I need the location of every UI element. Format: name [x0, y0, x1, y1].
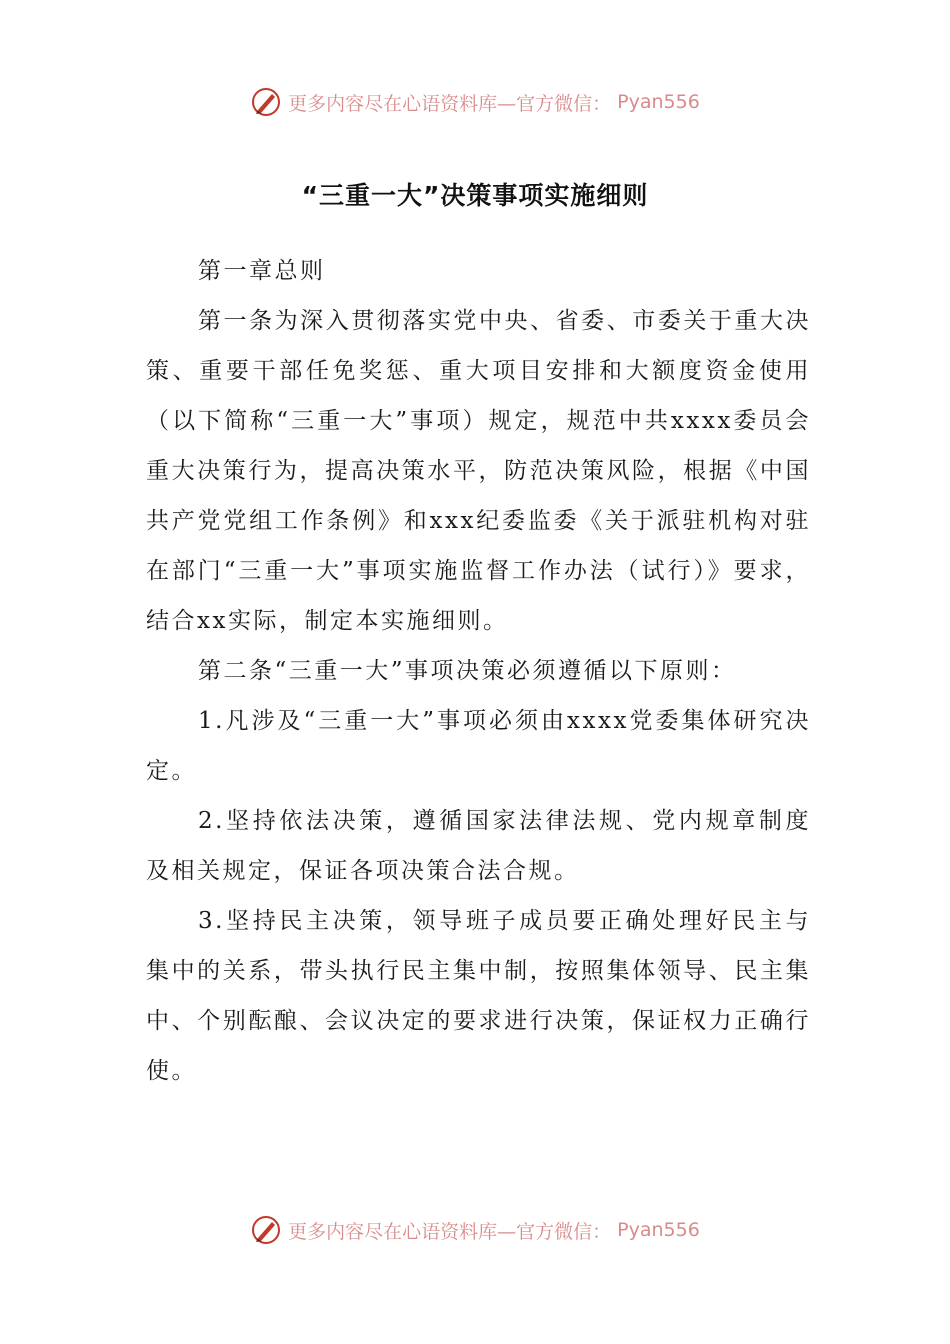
watermark-wechat-id: Pyan556: [617, 1219, 700, 1241]
document-body: [146, 246, 811, 1096]
watermark-brand-text: 更多内容尽在心语资料库—官方微信：: [288, 1220, 612, 1243]
principle-1-paragraph: 1.凡涉及“三重一大”事项必须由xxxx党委集体研究决定。: [146, 708, 811, 784]
chapter-heading: 第一章总则: [198, 258, 326, 284]
article-1-paragraph: 第一条为深入贯彻落实党中央、省委、市委关于重大决策、重要干部任免奖惩、重大项目安排和大额度资金使用（以下简称“三重一大”事项）规定，规范中共xxxx委员会重大决策行为，提高决策水平，防范决策风险，根据《中国共产党党组工作条例》和xxx纪委监委《关于派驻机构对驻在部门“三重一大”事项实施监督工作办法（试行）》要求，结合xx实际，制定本实施细则。: [146, 308, 811, 634]
watermark-wechat-id: Pyan556: [617, 91, 700, 113]
principle-3-paragraph: 3.坚持民主决策，领导班子成员要正确处理好民主与集中的关系，带头执行民主集中制，按照集体领导、民主集中、个别酝酿、会议决定的要求进行决策，保证权力正确行使。: [146, 908, 811, 1084]
article-2-paragraph: 第二条“三重一大”事项决策必须遵循以下原则：: [198, 658, 737, 684]
document-title: “三重一大”决策事项实施细则: [301, 181, 649, 210]
pen-logo-icon: [250, 1214, 282, 1246]
footer-watermark: [0, 1210, 950, 1250]
watermark-brand-text: 更多内容尽在心语资料库—官方微信：: [288, 92, 612, 115]
principle-2-paragraph: 2.坚持依法决策，遵循国家法律法规、党内规章制度及相关规定，保证各项决策合法合规。: [146, 808, 811, 884]
header-watermark: [0, 82, 950, 122]
pen-logo-icon: [250, 86, 282, 118]
